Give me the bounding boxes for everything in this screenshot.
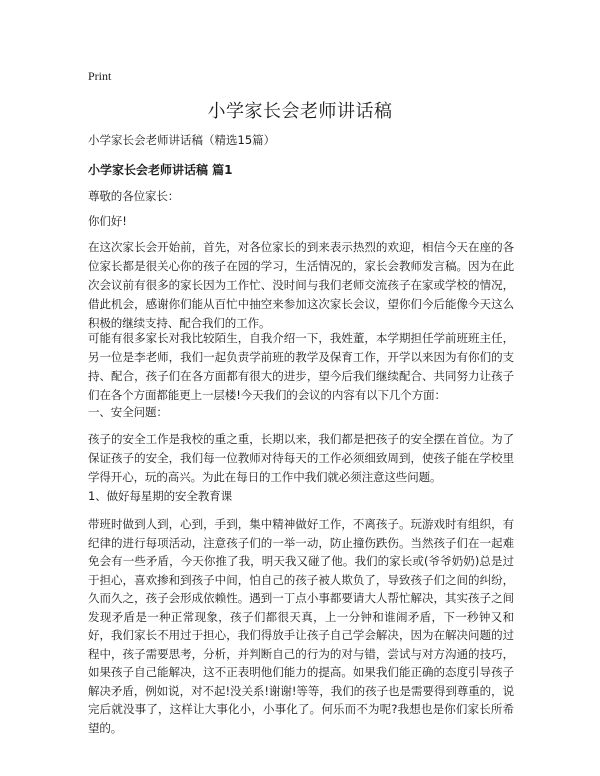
document-title: 小学家长会老师讲话稿 xyxy=(207,101,393,122)
print-link[interactable]: Print xyxy=(88,69,112,83)
heading-safety: 一、安全问题： xyxy=(88,405,168,419)
paragraph-supervision: 带班时做到人到，心到，手到，集中精神做好工作，不离孩子。玩游戏时有组织，有纪律的进行每项活动，注意孩子们的一举一动，防止撞伤跌伤。当然孩子们在一起难免会有一些矛盾，今天你推了我，明天我又碰了他。我们的家长或(爷爷奶奶)总是过于担心，喜欢掺和到孩子中间，怕自己的孩子被人欺负了，导致孩子们之间的纠纷，久而久之，孩子会形成依赖性。遇到一丁点小事都要请大人帮忙解决，其实孩子之间发现矛盾是一种正常现象，孩子们都很天真，上一分钟和谁闹矛盾，下一秒钟又和好，我们家长不用过于担心，我们得放手让孩子自己学会解决，因为在解决问题的过程中，孩子需要思考，分析，并判断自己的行为的对与错，尝试与对方沟通的技巧，如果孩子自己能解决，这不正表明他们能力的提高。如果我们能正确的态度引导孩子解决矛盾，例如说，对不起!没关系!谢谢!等等，我们的孩子也是需要得到尊重的，说完后就没事了，这样让大事化小，小事化了。何乐而不为呢?我想也是你们家长所希望的。 xyxy=(88,517,514,735)
section-heading: 小学家长会老师讲话稿 篇1 xyxy=(88,163,233,177)
salutation: 尊敬的各位家长： xyxy=(88,189,180,203)
heading-weekly-safety-class: 1、做好每星期的安全教育课 xyxy=(88,489,233,503)
paragraph-safety: 孩子的安全工作是我校的重之重，长期以来，我们都是把孩子的安全摆在首位。为了保证孩子的安全，我们每一位教师对待每天的工作必须细致周到，使孩子能在学校里学得开心，玩的高兴。为此在每日的工作中我们就必须注意这些问题。 xyxy=(88,432,514,484)
document-subtitle: 小学家长会老师讲话稿（精选15篇） xyxy=(88,133,276,147)
greeting: 你们好! xyxy=(88,214,127,228)
paragraph-opening: 在这次家长会开始前，首先，对各位家长的到来表示热烈的欢迎，相信今天在座的各位家长都是很关心你的孩子在园的学习，生活情况的，家长会教师发言稿。因为在此次会议前有很多的家长因为工作忙、没时间与我们老师交流孩子在家或学校的情况，借此机会，感谢你们能从百忙中抽空来参加这次家长会议，望你们今后能像今天这么积极的继续支持、配合我们的工作。 xyxy=(88,240,514,330)
paragraph-introduction: 可能有很多家长对我比较陌生，自我介绍一下，我姓董，本学期担任学前班班主任，另一位是李老师，我们一起负责学前班的教学及保育工作，开学以来因为有你们的支持、配合，孩子们在各方面都有很大的进步，望今后我们继续配合、共同努力让孩子们在各个方面都能更上一层楼!今天我们的会议的内容有以下几个方面： xyxy=(88,331,514,402)
